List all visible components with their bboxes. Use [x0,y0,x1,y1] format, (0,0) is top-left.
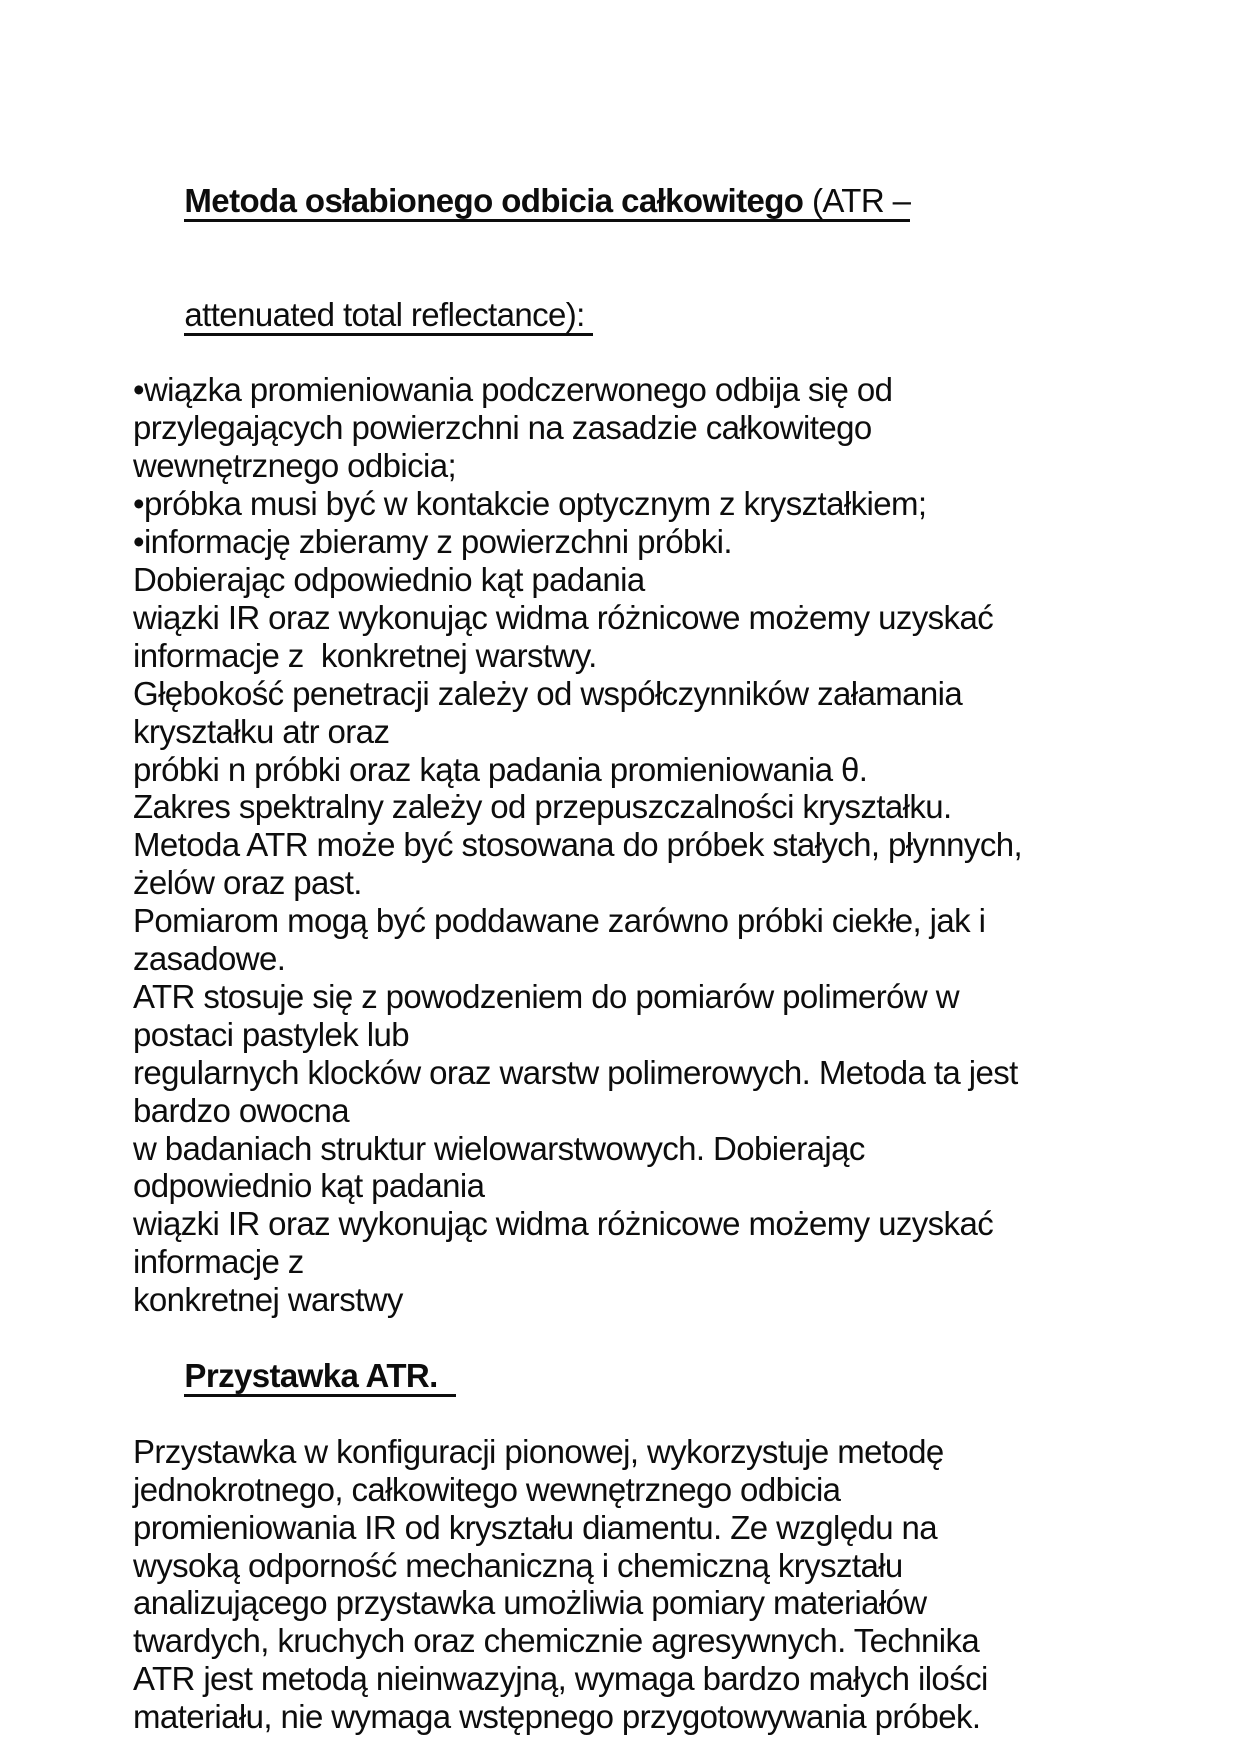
text-line: informacje z konkretnej warstwy. [133,636,597,674]
document-content [133,144,1183,1736]
text-line: Pomiarom mogą być poddawane zarówno próbki ciekłe, jak i [133,902,986,940]
text-line: •wiązka promieniowania podczerwonego odbija się od [133,371,893,409]
text-line: jednokrotnego, całkowitego wewnętrznego odbicia [133,1470,841,1508]
text-line: wiązki IR oraz wykonując widma różnicowe możemy uzyskać [133,1205,994,1243]
document-title-line-2 [133,258,1183,372]
text-line: w badaniach struktur wielowarstwowych. Dobierając [133,1129,865,1167]
text-line: Głębokość penetracji zależy od współczynników załamania [133,674,963,712]
text-line: kryształku atr oraz [133,712,390,750]
text-line: informacje z [133,1243,304,1281]
text-line: ATR stosuje się z powodzeniem do pomiarów polimerów w [133,977,959,1015]
text-line: regularnych klocków oraz warstw polimerowych. Metoda ta jest [133,1053,1018,1091]
text-line: konkretnej warstwy [133,1281,403,1319]
text-line: Dobierając odpowiednio kąt padania [133,560,645,598]
text-line: bardzo owocna [133,1091,350,1129]
subheading-text: Przystawka ATR. [184,1357,455,1397]
text-line: zasadowe. [133,940,286,978]
text-line: wewnętrznego odbicia; [133,447,457,485]
text-line: odpowiednio kąt padania [133,1167,485,1205]
text-line: twardych, kruchych oraz chemicznie agresywnych. Technika [133,1622,980,1660]
text-line: żelów oraz past. [133,864,362,902]
document-title-line-1 [133,144,1183,258]
text-line: •próbka musi być w kontakcie optycznym z kryształkiem; [133,485,927,523]
subheading-przystawka-atr [133,1319,1183,1433]
text-line: przylegających powierzchni na zasadzie całkowitego [133,409,872,447]
paragraph-atr-method [133,371,1183,1319]
text-line: Metoda ATR może być stosowana do próbek stałych, płynnych, [133,826,1023,864]
title-line2-text: attenuated total reflectance): [184,296,592,336]
text-line: ATR jest metodą nieinwazyjną, wymaga bardzo małych ilości [133,1660,988,1698]
paragraph-przystawka-atr [133,1433,1183,1736]
text-line: próbki n próbki oraz kąta padania promieniowania θ. [133,750,868,788]
text-line: promieniowania IR od kryształu diamentu. Ze względu na [133,1508,938,1546]
text-line: materiału, nie wymaga wstępnego przygotowywania próbek. [133,1698,981,1736]
title-bold-text: Metoda osłabionego odbicia całkowitego [184,182,803,222]
text-line: postaci pastylek lub [133,1015,409,1053]
text-line: Zakres spektralny zależy od przepuszczalności kryształku. [133,788,952,826]
text-line: •informację zbieramy z powierzchni próbki. [133,523,732,561]
text-line: analizującego przystawka umożliwia pomiary materiałów [133,1584,927,1622]
text-line: wiązki IR oraz wykonując widma różnicowe możemy uzyskać [133,598,994,636]
text-line: Przystawka w konfiguracji pionowej, wykorzystuje metodę [133,1432,944,1470]
title-regular-text: (ATR – [803,182,910,222]
text-line: wysoką odporność mechaniczną i chemiczną kryształu [133,1546,903,1584]
